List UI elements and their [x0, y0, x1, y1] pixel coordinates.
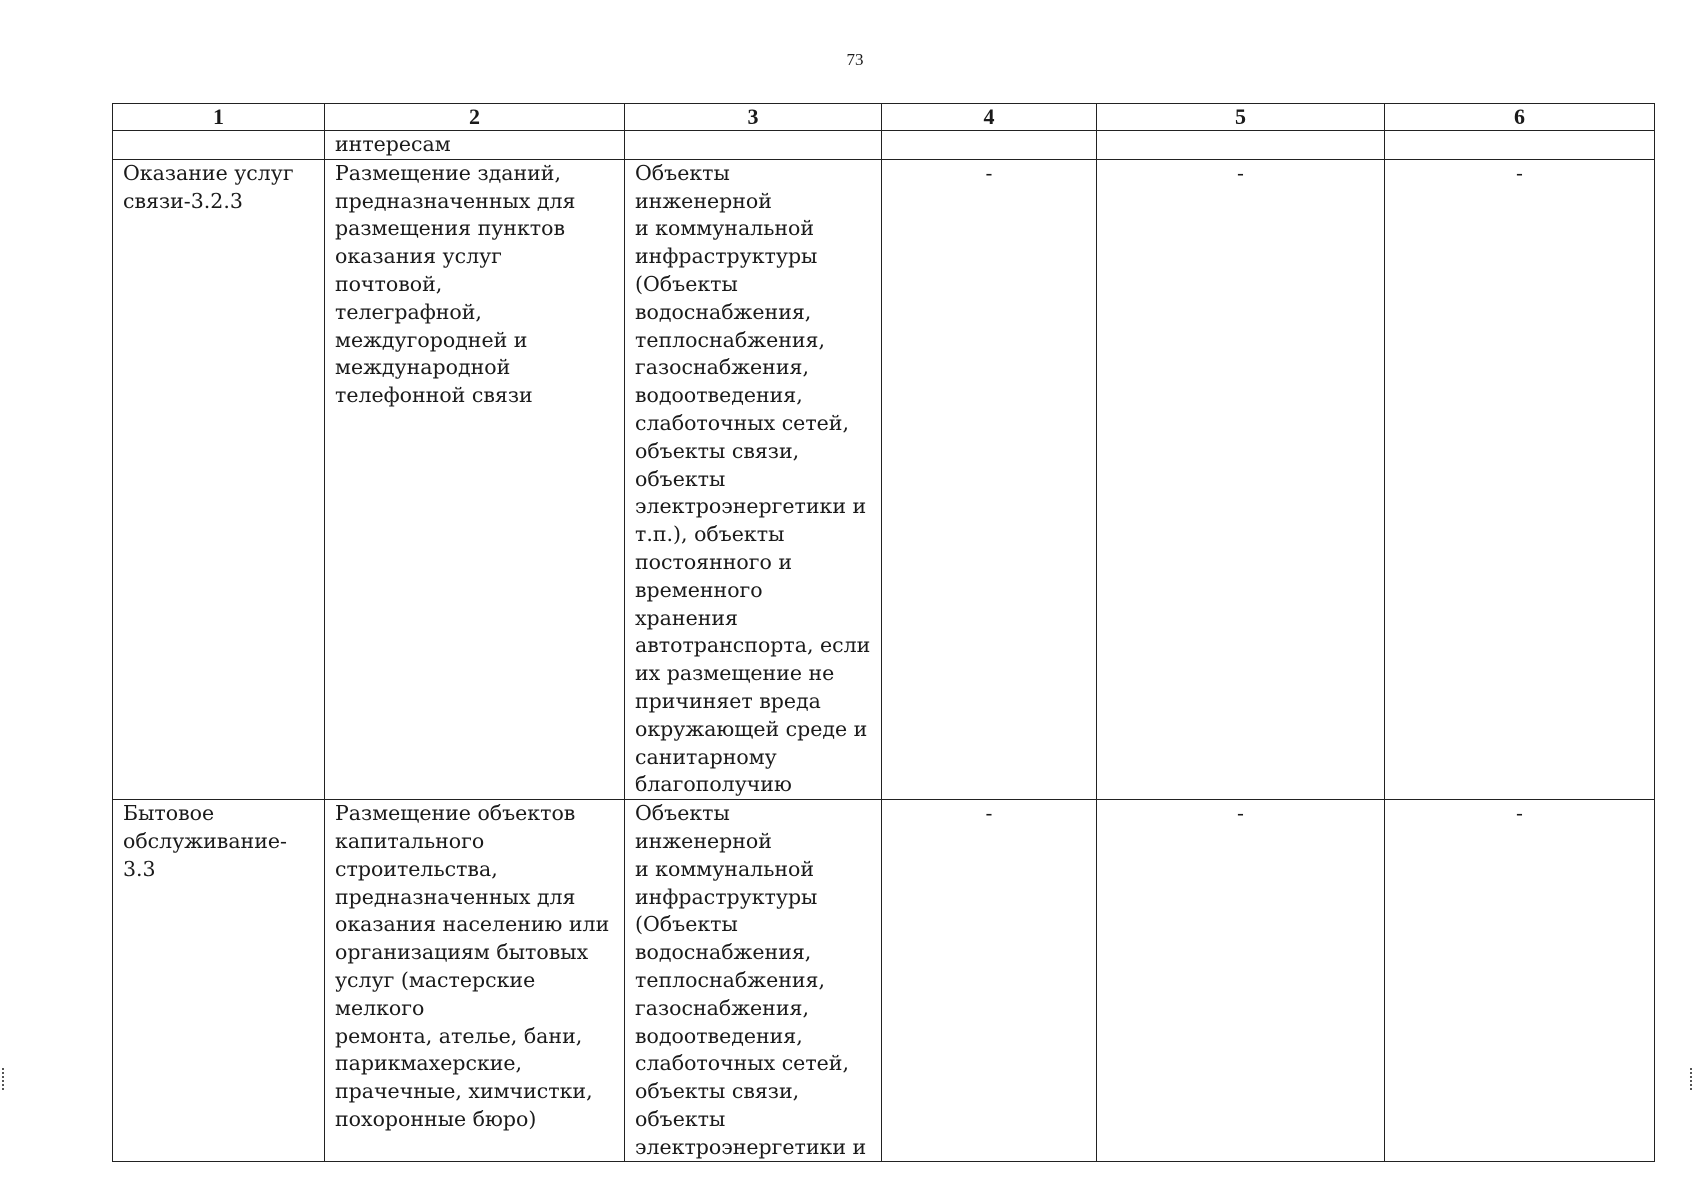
column-header-1: 1 — [113, 104, 325, 131]
cell-line: предназначенных для — [335, 188, 576, 213]
dash-cell: - — [1097, 800, 1385, 1162]
cell-line: слаботочных сетей, — [635, 410, 849, 435]
cell-line: услуг (мастерские мелкого — [335, 967, 536, 1020]
cell-line: организациям бытовых — [335, 940, 589, 965]
cell-line: объекты — [635, 466, 726, 491]
cell-line: водоотведения, — [635, 1023, 803, 1048]
cell-line: капитального — [335, 828, 485, 853]
cell-line: (Объекты — [635, 912, 738, 937]
use-name-cell — [113, 800, 325, 1162]
cell-line: Бытовое — [123, 801, 215, 826]
table-cell: интересам — [325, 131, 625, 160]
cell-line: прачечные, химчистки, — [335, 1079, 593, 1104]
dash-cell: - — [882, 159, 1097, 799]
cell-line: международной — [335, 355, 511, 380]
dash-cell: - — [1385, 159, 1655, 799]
cell-line: теплоснабжения, — [635, 967, 825, 992]
cell-line: слаботочных сетей, — [635, 1051, 849, 1076]
table-cell — [1385, 131, 1655, 160]
cell-line: водоотведения, — [635, 383, 803, 408]
auxiliary-objects-cell — [625, 800, 882, 1162]
cell-line: телефонной связи — [335, 383, 533, 408]
table-row — [113, 159, 1655, 799]
scan-edge-mark — [2, 1068, 8, 1090]
cell-line: окружающей среде и — [635, 716, 868, 741]
dash-cell: - — [1385, 800, 1655, 1162]
cell-line: и коммунальной — [635, 856, 815, 881]
cell-line: причиняет вреда — [635, 688, 821, 713]
cell-line: размещения пунктов — [335, 216, 565, 241]
column-header-5: 5 — [1097, 104, 1385, 131]
dash-cell: - — [1097, 159, 1385, 799]
cell-line: объекты связи, — [635, 1079, 800, 1104]
cell-line: их размещение не — [635, 661, 835, 686]
use-description-cell — [325, 800, 625, 1162]
column-header-6: 6 — [1385, 104, 1655, 131]
cell-line: ремонта, ателье, бани, — [335, 1023, 583, 1048]
continuation-row — [113, 131, 1655, 160]
cell-line: временного хранения — [635, 577, 763, 630]
cell-line: объекты связи, — [635, 438, 800, 463]
cell-line: объекты — [635, 1106, 726, 1131]
cell-line: связи-3.2.3 — [123, 188, 243, 213]
cell-line: обслуживание- — [123, 828, 287, 853]
table-cell — [1097, 131, 1385, 160]
table-cell — [882, 131, 1097, 160]
auxiliary-objects-cell — [625, 159, 882, 799]
cell-line: Объекты инженерной — [635, 801, 772, 853]
cell-line: Размещение зданий, — [335, 160, 561, 185]
page-number: 73 — [846, 50, 864, 69]
cell-line: благополучию — [635, 772, 792, 797]
cell-line: санитарному — [635, 744, 777, 769]
dash-cell: - — [882, 800, 1097, 1162]
cell-line: междугородней и — [335, 327, 528, 352]
scan-edge-mark — [1690, 1068, 1696, 1090]
cell-line: предназначенных для — [335, 884, 576, 909]
cell-line: т.п.), объекты — [635, 522, 785, 547]
cell-line: водоснабжения, — [635, 940, 812, 965]
cell-line: Объекты инженерной — [635, 160, 772, 213]
cell-line: оказания населению или — [335, 912, 610, 937]
cell-line: теплоснабжения, — [635, 327, 825, 352]
table-cell — [113, 131, 325, 160]
table-row — [113, 800, 1655, 1162]
cell-line: Размещение объектов — [335, 801, 576, 826]
column-header-4: 4 — [882, 104, 1097, 131]
header-row — [113, 104, 1655, 131]
cell-line: водоснабжения, — [635, 299, 812, 324]
table-cell — [625, 131, 882, 160]
use-name-cell — [113, 159, 325, 799]
cell-line: похоронные бюро) — [335, 1106, 537, 1131]
cell-line: (Объекты — [635, 271, 738, 296]
cell-line: автотранспорта, если — [635, 633, 871, 658]
cell-line: электроэнергетики и — [635, 1134, 867, 1159]
cell-line: парикмахерские, — [335, 1051, 523, 1076]
cell-line: инфраструктуры — [635, 884, 818, 909]
cell-line: постоянного и — [635, 549, 793, 574]
cell-line: строительства, — [335, 856, 498, 881]
cell-line: газоснабжения, — [635, 355, 809, 380]
cell-line: 3.3 — [123, 856, 156, 881]
cell-line: инфраструктуры — [635, 244, 818, 269]
cell-line: газоснабжения, — [635, 995, 809, 1020]
cell-line: и коммунальной — [635, 216, 815, 241]
cell-line: телеграфной, — [335, 299, 482, 324]
cell-line: электроэнергетики и — [635, 494, 867, 519]
column-header-2: 2 — [325, 104, 625, 131]
land-use-table — [112, 103, 1655, 1162]
use-description-cell — [325, 159, 625, 799]
cell-line: оказания услуг почтовой, — [335, 244, 502, 296]
column-header-3: 3 — [625, 104, 882, 131]
cell-line: Оказание услуг — [123, 160, 294, 185]
